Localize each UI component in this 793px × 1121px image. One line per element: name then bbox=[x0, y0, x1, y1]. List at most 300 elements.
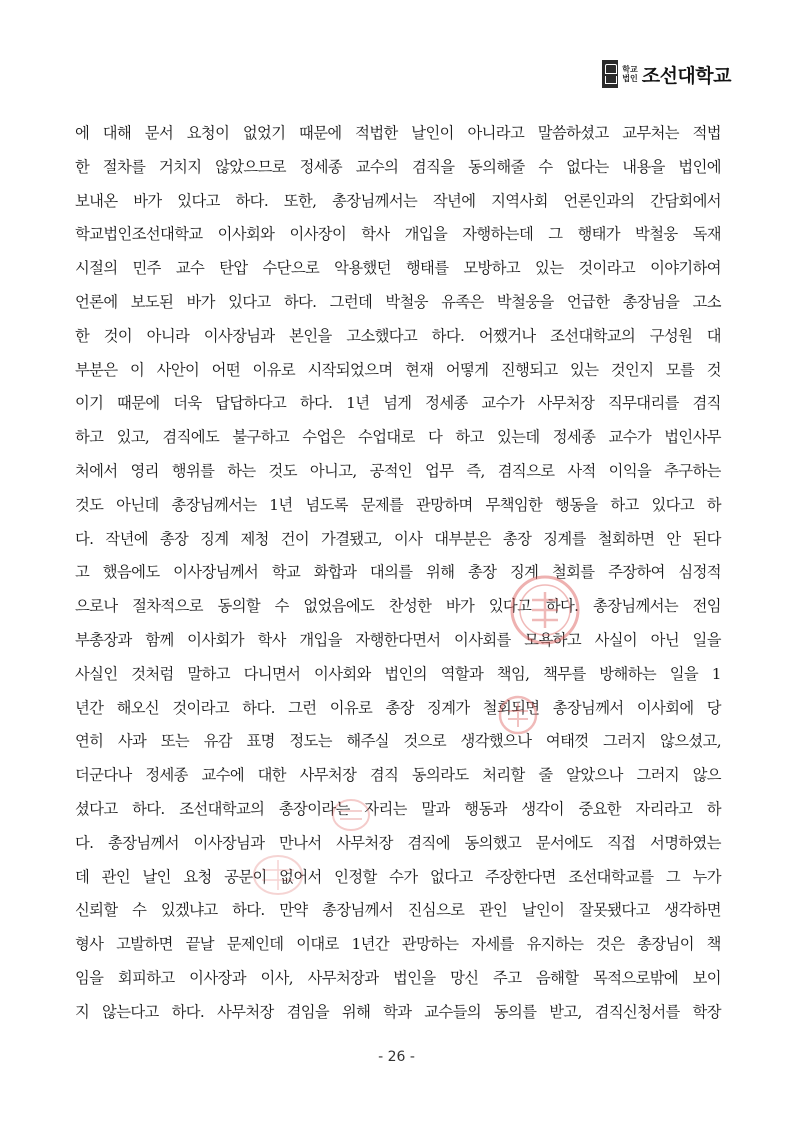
word: 하 bbox=[706, 495, 721, 514]
word: 당 bbox=[706, 698, 721, 717]
word: 말씀하셨고 bbox=[537, 124, 609, 142]
text-line bbox=[75, 218, 721, 252]
word: 아닌 bbox=[650, 630, 679, 649]
word: 사실인 bbox=[75, 664, 118, 683]
word: 잘못됐다고 bbox=[578, 901, 650, 920]
word: 공적인 bbox=[369, 461, 413, 480]
word: 생각이 bbox=[521, 799, 564, 818]
word: 한 bbox=[75, 326, 90, 345]
word: 작년에 bbox=[105, 529, 148, 548]
word: 목적으로밖에 bbox=[593, 968, 679, 987]
word: 넘도록 bbox=[305, 495, 348, 514]
word: 하 bbox=[706, 799, 721, 818]
word: 위해 bbox=[426, 563, 455, 582]
word: 법인을 bbox=[393, 968, 436, 987]
word: 부총장과 bbox=[75, 630, 132, 649]
word: 이사회가 bbox=[187, 630, 244, 649]
text-line bbox=[75, 117, 721, 151]
word: 교수가 bbox=[608, 428, 651, 447]
word: 하고 bbox=[610, 495, 639, 514]
word: 심정적 bbox=[678, 563, 721, 582]
word: 자행하는데 bbox=[462, 225, 534, 244]
word: 사무처장 bbox=[299, 766, 357, 785]
word: 생각했으나 bbox=[460, 732, 532, 751]
word: 연히 bbox=[75, 732, 104, 751]
word: 수 bbox=[132, 901, 147, 920]
word: 또는 bbox=[160, 732, 190, 751]
word: 안 bbox=[666, 529, 681, 548]
word: 바가 bbox=[133, 191, 162, 210]
word: 이사회를 bbox=[454, 630, 511, 649]
word: 이사회에 bbox=[636, 698, 694, 717]
word: 있겠냐고 bbox=[160, 901, 218, 920]
word: 행태를 bbox=[405, 259, 449, 278]
text-line bbox=[75, 658, 721, 692]
word: 정세종 bbox=[425, 394, 468, 413]
word: 있고, bbox=[116, 428, 150, 447]
word: 건이 bbox=[280, 529, 310, 548]
word: 알았으나 bbox=[566, 766, 623, 785]
word: 수 bbox=[274, 597, 289, 616]
word: 정도는 bbox=[289, 732, 332, 751]
word: 불구하고 bbox=[232, 428, 290, 447]
word: 총장이라는 bbox=[278, 799, 350, 818]
word: 1년 bbox=[346, 394, 370, 413]
word: 여태껏 bbox=[545, 732, 589, 751]
text-line bbox=[75, 759, 721, 793]
word: 있다고 bbox=[228, 292, 271, 311]
word: 학장 bbox=[692, 1002, 721, 1021]
word: 받고, bbox=[549, 1002, 582, 1021]
word: 법인의 bbox=[384, 664, 427, 683]
word: 사무처장 bbox=[336, 833, 393, 852]
word: 그런 bbox=[288, 698, 317, 717]
word: 이대로 bbox=[296, 935, 339, 954]
text-line bbox=[75, 996, 721, 1030]
word: 누가 bbox=[692, 867, 721, 886]
word: 있다고 bbox=[651, 495, 694, 514]
word: 그러지 bbox=[602, 732, 646, 751]
word: 총장 bbox=[159, 529, 189, 548]
word: 찬성한 bbox=[388, 597, 432, 616]
word: 동의를 bbox=[493, 1002, 537, 1021]
word: 하다. bbox=[232, 901, 265, 920]
word: 업무 bbox=[425, 461, 454, 480]
word: 이사 bbox=[393, 529, 423, 548]
word: 겸직에 bbox=[407, 833, 450, 852]
text-line bbox=[75, 624, 721, 658]
word: 요청 bbox=[183, 867, 212, 886]
word: 만약 bbox=[279, 901, 308, 920]
word: 이기 bbox=[75, 394, 104, 413]
word: 교수들의 bbox=[424, 1002, 482, 1021]
word: 어떻게 bbox=[445, 360, 489, 379]
word: 년간 bbox=[75, 698, 104, 717]
word: 겸직으로 bbox=[497, 461, 555, 480]
word: 회피하고 bbox=[117, 968, 175, 987]
word: 줄 bbox=[538, 766, 553, 785]
word: 하다. bbox=[171, 1002, 205, 1021]
word: 이사회와 bbox=[314, 664, 371, 683]
word: 내용을 bbox=[622, 157, 665, 176]
word: 셨다고 bbox=[75, 799, 118, 818]
word: 없어서 bbox=[279, 867, 322, 886]
word: 본인을 bbox=[289, 326, 332, 345]
word: 이사장과 bbox=[189, 968, 246, 987]
word: 조선대학교를 bbox=[568, 867, 654, 886]
word: 행태가 bbox=[577, 225, 620, 244]
word: 적법한 bbox=[355, 124, 398, 142]
word: 바가 bbox=[186, 292, 215, 311]
word: 이사, bbox=[260, 968, 294, 987]
word: 답답하다고 bbox=[215, 394, 287, 413]
word: 작년에 bbox=[432, 191, 476, 210]
text-line bbox=[75, 590, 721, 624]
word: 적법 bbox=[692, 124, 721, 142]
word: 문제인데 bbox=[226, 935, 284, 954]
word: 지역사회 bbox=[491, 191, 548, 210]
word: 방해하는 bbox=[599, 664, 657, 683]
word: 1 bbox=[711, 664, 721, 683]
word: 가결됐고, bbox=[321, 529, 383, 548]
word: 박철웅을 bbox=[496, 292, 554, 311]
word: 것이라고 bbox=[172, 698, 230, 717]
word: 했음에도 bbox=[102, 563, 160, 582]
word: 대한 bbox=[257, 766, 286, 785]
word: 된다 bbox=[692, 529, 721, 548]
word: 사무처장 bbox=[537, 394, 595, 413]
word: 형사 bbox=[75, 935, 104, 954]
word: 학사 bbox=[257, 630, 286, 649]
word: 징계 bbox=[509, 563, 539, 582]
word: 겸직 bbox=[692, 394, 721, 413]
word: 유족은 bbox=[441, 292, 484, 311]
word: 조선대학교의 bbox=[179, 799, 265, 818]
word: 현재 bbox=[405, 360, 434, 379]
word: 행동과 bbox=[464, 799, 507, 818]
word: 이사장이 bbox=[289, 225, 347, 244]
word: 이익을 bbox=[608, 461, 652, 480]
word: 생각하면 bbox=[664, 901, 721, 920]
word: 함께 bbox=[145, 630, 174, 649]
word: 정세종 bbox=[552, 428, 596, 447]
word: 모욕하고 bbox=[524, 630, 582, 649]
word: 사실이 bbox=[594, 630, 638, 649]
word: 하다. bbox=[132, 799, 165, 818]
word: 있는 bbox=[535, 259, 564, 278]
word: 그 bbox=[548, 225, 563, 244]
text-line bbox=[75, 827, 721, 861]
text-line bbox=[75, 252, 721, 286]
word: 넘게 bbox=[383, 394, 412, 413]
word: 교수 bbox=[175, 259, 205, 278]
word: 에 bbox=[75, 124, 90, 142]
word: 이사장님과 bbox=[193, 833, 265, 852]
word: 어떤 bbox=[211, 360, 241, 379]
word: 철회하면 bbox=[597, 529, 655, 548]
word: 사무처장과 bbox=[307, 968, 379, 987]
word: 구성원 bbox=[649, 326, 693, 345]
text-line bbox=[75, 523, 721, 557]
word: 있다고 bbox=[488, 597, 532, 616]
word: 하다. bbox=[283, 292, 317, 311]
word: 시절의 bbox=[75, 259, 118, 278]
word: 직접 bbox=[607, 833, 636, 852]
word: 하는 bbox=[227, 461, 256, 480]
word: 개입을 bbox=[404, 225, 448, 244]
word: 바가 bbox=[445, 597, 475, 616]
word: 관망하는 bbox=[401, 935, 459, 954]
text-line bbox=[75, 286, 721, 320]
word: 학교 bbox=[271, 563, 301, 582]
word: 않으셨고, bbox=[660, 732, 721, 751]
word: 고소 bbox=[692, 292, 721, 311]
word: 어쨌거나 bbox=[478, 326, 536, 345]
word: 않으 bbox=[692, 766, 721, 785]
word: 징계가 bbox=[427, 698, 470, 717]
word: 음해할 bbox=[535, 968, 579, 987]
word: 또한, bbox=[283, 191, 317, 210]
word: 자행한다면서 bbox=[355, 630, 441, 649]
word: 것도 bbox=[268, 461, 297, 480]
word: 겸직에도 bbox=[162, 428, 220, 447]
word: 있다고 bbox=[177, 191, 220, 210]
word: 사과 bbox=[117, 732, 147, 751]
word: 그런데 bbox=[329, 292, 373, 311]
word: 있는 bbox=[570, 360, 599, 379]
word: 보내온 bbox=[75, 191, 118, 210]
word: 아니라고 bbox=[467, 124, 525, 142]
word: 개입을 bbox=[299, 630, 342, 649]
logo-small-top: 학교 bbox=[622, 65, 638, 74]
word: 하다. bbox=[299, 394, 333, 413]
word: 더욱 bbox=[173, 394, 202, 413]
word: 즉, bbox=[466, 461, 485, 480]
word: 이야기하여 bbox=[650, 259, 721, 278]
word: 정세종 bbox=[299, 157, 343, 176]
word: 고 bbox=[75, 563, 90, 582]
text-line bbox=[75, 320, 721, 354]
word: 것처럼 bbox=[131, 664, 174, 683]
text-line bbox=[75, 894, 721, 928]
logo-small-text bbox=[622, 65, 637, 83]
word: 아닌데 bbox=[116, 495, 159, 514]
word: 말하고 bbox=[187, 664, 230, 683]
word: 공문이 bbox=[224, 867, 267, 886]
word: 박철웅 bbox=[635, 225, 678, 244]
word: 총장님께서는 bbox=[593, 597, 679, 616]
word: 보도된 bbox=[130, 292, 174, 311]
word: 것도 bbox=[75, 495, 104, 514]
word: 절차를 bbox=[102, 157, 146, 176]
word: 겸직을 bbox=[411, 157, 455, 176]
word: 책무를 bbox=[543, 664, 586, 683]
word: 동의할 bbox=[217, 597, 261, 616]
word: 교무처는 bbox=[622, 124, 679, 142]
word: 이사장님께서 bbox=[173, 563, 259, 582]
text-line bbox=[75, 861, 721, 895]
word: 하다. bbox=[235, 191, 269, 210]
word: 모방하고 bbox=[463, 259, 521, 278]
word: 일을 bbox=[669, 664, 699, 683]
word: 수업은 bbox=[302, 428, 345, 447]
word: 정세종 bbox=[145, 766, 188, 785]
word: 징계 bbox=[200, 529, 229, 548]
university-emblem-icon bbox=[602, 60, 618, 88]
word: 수단으로 bbox=[262, 259, 320, 278]
word: 이사회와 bbox=[217, 225, 275, 244]
word: 사무처장 bbox=[217, 1002, 274, 1021]
word: 총장님께서 bbox=[108, 833, 179, 852]
word: 총장 bbox=[468, 563, 497, 582]
word: 유지하는 bbox=[526, 935, 584, 954]
text-line bbox=[75, 725, 721, 759]
word: 하고 bbox=[455, 428, 484, 447]
word: 있는데 bbox=[496, 428, 540, 447]
word: 직무대리를 bbox=[607, 394, 679, 413]
text-line bbox=[75, 962, 721, 996]
word: 법인사무 bbox=[664, 428, 721, 447]
word: 유감 bbox=[203, 732, 232, 751]
word: 것이 bbox=[103, 326, 133, 345]
word: 날인이 bbox=[521, 901, 565, 920]
text-line bbox=[75, 387, 721, 421]
word: 문서 bbox=[144, 124, 174, 142]
word: 중요한 bbox=[578, 799, 621, 818]
word: 이유로 bbox=[252, 360, 296, 379]
word: 책 bbox=[706, 935, 721, 954]
text-line bbox=[75, 556, 721, 590]
word: 없다는 bbox=[566, 157, 609, 176]
word: 관인 bbox=[101, 867, 131, 886]
text-line bbox=[75, 928, 721, 962]
word: 않았으므로 bbox=[215, 157, 286, 176]
word: 관망하며 bbox=[416, 495, 473, 514]
word: 학과 bbox=[383, 1002, 412, 1021]
word: 것인지 bbox=[610, 360, 654, 379]
text-line bbox=[75, 793, 721, 827]
word: 대 bbox=[706, 326, 721, 345]
word: 동의해줄 bbox=[468, 157, 525, 176]
word: 끝날 bbox=[185, 935, 214, 954]
word: 악용했던 bbox=[334, 259, 391, 278]
word: 처리할 bbox=[482, 766, 525, 785]
word: 해오신 bbox=[116, 698, 160, 717]
word: 겸직 bbox=[369, 766, 399, 785]
text-line bbox=[75, 354, 721, 388]
word: 한 bbox=[75, 157, 90, 176]
word: 총장님께서 bbox=[552, 698, 624, 717]
word: 것은 bbox=[596, 935, 625, 954]
word: 이유로 bbox=[329, 698, 373, 717]
word: 진행되고 bbox=[500, 360, 558, 379]
word: 총장님께서는 bbox=[332, 191, 418, 210]
word: 총장님이 bbox=[637, 935, 694, 954]
word: 관인 bbox=[478, 901, 508, 920]
word: 하다. bbox=[431, 326, 465, 345]
word: 문서에도 bbox=[535, 833, 593, 852]
word: 때문에 bbox=[299, 124, 342, 142]
word: 하고 bbox=[75, 428, 104, 447]
word: 겸직신청서를 bbox=[594, 1002, 680, 1021]
word: 민주 bbox=[132, 259, 161, 278]
word: 데 bbox=[75, 867, 90, 886]
text-line bbox=[75, 455, 721, 489]
word: 대부분은 bbox=[434, 529, 491, 548]
word: 수가 bbox=[389, 867, 418, 886]
word: 조선대학교의 bbox=[550, 326, 636, 345]
word: 교수가 bbox=[481, 394, 524, 413]
word: 언급한 bbox=[566, 292, 610, 311]
word: 대해 bbox=[102, 124, 132, 142]
word: 사안이 bbox=[156, 360, 200, 379]
word: 다. bbox=[75, 833, 94, 852]
word: 화합과 bbox=[313, 563, 357, 582]
word: 하다. bbox=[545, 597, 579, 616]
word: 것이라고 bbox=[578, 259, 636, 278]
word: 그 bbox=[665, 867, 681, 886]
text-line bbox=[75, 421, 721, 455]
word: 총장 bbox=[385, 698, 414, 717]
logo-name: 조선대학교 bbox=[641, 64, 731, 87]
word: 하다. bbox=[242, 698, 275, 717]
word: 학사 bbox=[361, 225, 390, 244]
word: 자세를 bbox=[471, 935, 514, 954]
word: 행위를 bbox=[171, 461, 215, 480]
word: 책임, bbox=[496, 664, 530, 683]
word: 말과 bbox=[421, 799, 450, 818]
word: 지 bbox=[75, 1002, 90, 1021]
word: 보이 bbox=[692, 968, 721, 987]
word: 총장님께서 bbox=[322, 901, 394, 920]
word: 주장한다면 bbox=[484, 867, 556, 886]
text-line bbox=[75, 489, 721, 523]
word: 인정할 bbox=[334, 867, 377, 886]
word: 이사장님과 bbox=[203, 326, 275, 345]
word: 더군다나 bbox=[75, 766, 132, 785]
word: 모를 bbox=[665, 360, 695, 379]
word: 학교법인조선대학교 bbox=[75, 225, 203, 244]
word: 탄압 bbox=[219, 259, 248, 278]
word: 고발하면 bbox=[116, 935, 173, 954]
word: 이 bbox=[130, 360, 145, 379]
text-line bbox=[75, 185, 721, 219]
word: 표명 bbox=[246, 732, 275, 751]
word: 그러지 bbox=[636, 766, 679, 785]
word: 없었음에도 bbox=[303, 597, 375, 616]
page-number: - 26 - bbox=[378, 1049, 415, 1065]
word: 수업대로 bbox=[358, 428, 415, 447]
word: 동의했고 bbox=[464, 833, 522, 852]
text-line bbox=[75, 151, 721, 185]
word: 교수에 bbox=[201, 766, 244, 785]
word: 제청 bbox=[240, 529, 269, 548]
word: 없었기 bbox=[242, 124, 286, 142]
word: 망신 bbox=[450, 968, 479, 987]
word: 추구하는 bbox=[664, 461, 721, 480]
word: 절차적으로 bbox=[132, 597, 203, 616]
word: 자리라고 bbox=[635, 799, 693, 818]
word: 교수의 bbox=[355, 157, 399, 176]
word: 행동을 bbox=[555, 495, 598, 514]
document-body bbox=[75, 117, 721, 1030]
word: 처에서 bbox=[75, 461, 118, 480]
word: 일을 bbox=[692, 630, 721, 649]
word: 겸임을 bbox=[286, 1002, 330, 1021]
word: 1년간 bbox=[351, 935, 390, 954]
word: 날인 bbox=[142, 867, 171, 886]
word: 무책임한 bbox=[485, 495, 543, 514]
